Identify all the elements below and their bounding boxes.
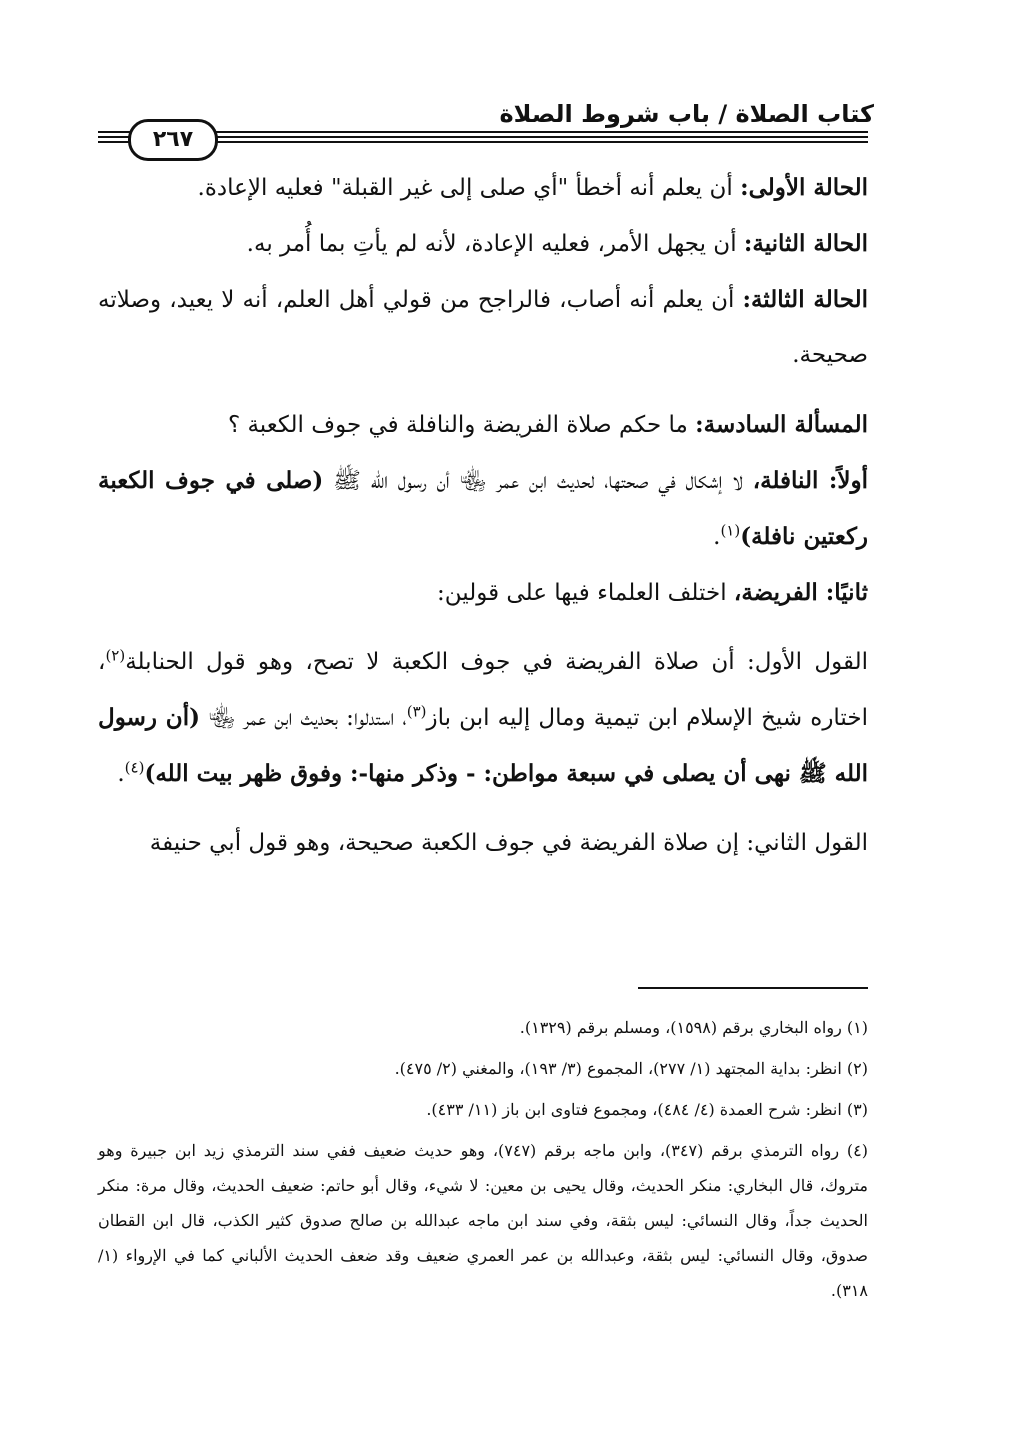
footnote-ref-4[interactable]: (٤) xyxy=(124,758,145,777)
paragraph-second-opinion xyxy=(98,816,868,871)
case-2-text: أن يجهل الأمر، فعليه الإعادة، لأنه لم يأتِ بما أُمر به. xyxy=(246,231,744,257)
second-opinion-text: إن صلاة الفريضة في جوف الكعبة صحيحة، وهو قول أبي حنيفة xyxy=(149,830,747,856)
footnotes xyxy=(98,1010,868,1308)
nafila-end: . xyxy=(713,524,721,550)
nafila-text: لا إشكال في صحتها، لحديث ابن عمر ﵄ أن رسول الله ﷺ xyxy=(333,468,753,494)
paragraph-farida xyxy=(98,565,868,621)
footnote-4: (٤) رواه الترمذي برقم (٣٤٧)، وابن ماجه برقم (٧٤٧)، وهو حديث ضعيف ففي سند الترمذي زيد ابن جبيرة وهو متروك، قال البخاري: منكر الحديث، وقال يحيى بن معين: لا شيء، وقال أبو حاتم: ضعيف الحديث، وقال مرة: منكر الحديث جداً، وقال النسائي: ليس بثقة، وفي سند ابن ماجه عبدالله بن صالح صدوق كثير الكذب، قال ابن القطان صدوق، وقال النسائي: ليس بثقة، وعبدالله بن عمر العمري ضعيف وقد ضعف الحديث الألباني كما في الإرواء (١/ ٣١٨). xyxy=(98,1141,869,1300)
first-opinion-text-a: القول الأول: أن صلاة الفريضة في جوف الكعبة لا تصح، وهو قول الحنابلة xyxy=(125,649,868,675)
footnote-1: (١) رواه البخاري برقم (١٥٩٨)، ومسلم برقم (١٣٢٩). xyxy=(519,1018,868,1037)
running-header-title: كتاب الصلاة / باب شروط الصلاة xyxy=(499,100,874,128)
farida-label: ثانيًا: الفريضة، xyxy=(733,579,868,606)
first-opinion-hadith: (أن رسول الله ﷺ نهى أن يصلى في سبعة مواطن: - وذكر منها-: وفوق ظهر بيت الله) xyxy=(98,704,868,787)
case-3-label: الحالة الثالثة: xyxy=(742,286,868,313)
first-opinion-text-c: ، استدلوا: بحديث ابن عمر ﵄ xyxy=(199,705,407,731)
farida-text: اختلف العلماء فيها على قولين: xyxy=(437,580,734,606)
footnote-ref-2[interactable]: (٢) xyxy=(105,646,126,665)
footnote-3: (٣) انظر: شرح العمدة (٤/ ٤٨٤)، ومجموع فتاوى ابن باز (١١/ ٤٣٣). xyxy=(426,1100,868,1119)
footnote-ref-3[interactable]: (٣) xyxy=(406,702,427,721)
case-1-label: الحالة الأولى: xyxy=(740,174,868,201)
paragraph-first-opinion xyxy=(98,635,868,802)
footnote-2: (٢) انظر: بداية المجتهد (١/ ٢٧٧)، المجموع (٣/ ١٩٣)، والمغني (٢/ ٤٧٥). xyxy=(394,1059,868,1078)
paragraph-case-2 xyxy=(98,216,868,272)
second-opinion-label: القول الثاني: xyxy=(746,830,868,856)
page-number-badge: ٢٦٧ xyxy=(128,119,218,161)
paragraph-nafila xyxy=(98,453,868,565)
paragraph-issue-6 xyxy=(98,397,868,453)
nafila-label: أولاً: النافلة، xyxy=(752,467,869,494)
case-2-label: الحالة الثانية: xyxy=(743,230,868,257)
paragraph-case-1 xyxy=(98,160,868,216)
issue-6-text: ما حكم صلاة الفريضة والنافلة في جوف الكعبة ؟ xyxy=(227,412,696,438)
first-opinion-end: . xyxy=(117,761,125,787)
case-1-text: أن يعلم أنه أخطأ "أي صلى إلى غير القبلة" فعليه الإعادة. xyxy=(197,175,741,201)
main-text xyxy=(98,160,868,871)
footnote-ref-1[interactable]: (١) xyxy=(720,521,741,540)
paragraph-case-3 xyxy=(98,272,868,383)
footnote-separator xyxy=(638,987,868,989)
first-opinion-text-b: ، اختاره شيخ الإسلام ابن تيمية ومال إليه ابن باز xyxy=(98,649,868,731)
issue-6-label: المسألة السادسة: xyxy=(695,411,868,438)
case-3-text: أن يعلم أنه أصاب، فالراجح من قولي أهل العلم، أنه لا يعيد، وصلاته صحيحة. xyxy=(98,287,868,368)
nafila-hadith: (صلى في جوف الكعبة ركعتين نافلة) xyxy=(98,467,868,550)
